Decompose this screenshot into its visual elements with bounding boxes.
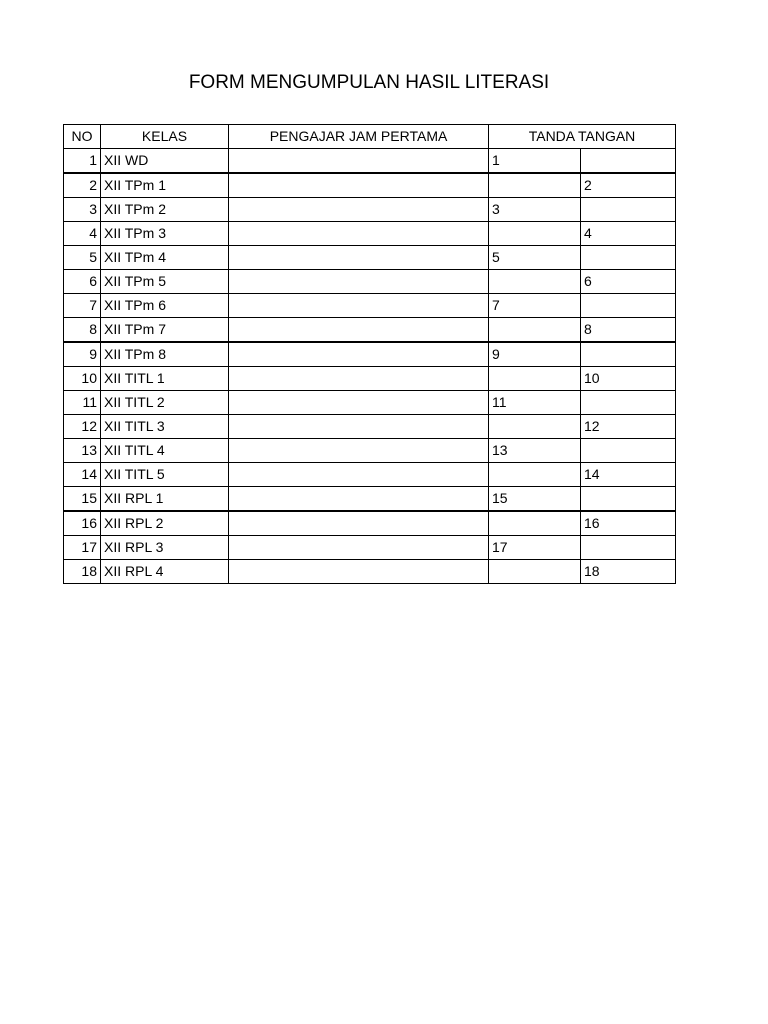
- header-tanda-tangan: TANDA TANGAN: [489, 125, 676, 149]
- table-row: [64, 246, 676, 270]
- row-number: 3: [64, 198, 101, 222]
- signature-cell-left[interactable]: [489, 270, 581, 294]
- signature-cell-right[interactable]: [581, 536, 676, 560]
- signature-cell-left[interactable]: 17: [489, 536, 581, 560]
- table-row: [64, 391, 676, 415]
- signature-cell-right[interactable]: 18: [581, 560, 676, 584]
- teacher-cell[interactable]: [229, 198, 489, 222]
- table-row: [64, 560, 676, 584]
- header-pengajar: PENGAJAR JAM PERTAMA: [229, 125, 489, 149]
- signature-cell-right[interactable]: [581, 487, 676, 512]
- row-number: 2: [64, 173, 101, 198]
- table-row: [64, 198, 676, 222]
- signature-cell-right[interactable]: 16: [581, 511, 676, 536]
- row-number: 18: [64, 560, 101, 584]
- row-number: 5: [64, 246, 101, 270]
- signature-cell-left[interactable]: [489, 222, 581, 246]
- signature-cell-left[interactable]: [489, 367, 581, 391]
- row-number: 6: [64, 270, 101, 294]
- class-name: XII RPL 4: [101, 560, 229, 584]
- teacher-cell[interactable]: [229, 511, 489, 536]
- signature-cell-left[interactable]: [489, 173, 581, 198]
- teacher-cell[interactable]: [229, 222, 489, 246]
- signature-cell-right[interactable]: [581, 391, 676, 415]
- signature-cell-left[interactable]: [489, 511, 581, 536]
- signature-cell-left[interactable]: 9: [489, 342, 581, 367]
- teacher-cell[interactable]: [229, 536, 489, 560]
- table-header-row: [64, 125, 676, 149]
- signature-cell-right[interactable]: [581, 198, 676, 222]
- class-name: XII TPm 5: [101, 270, 229, 294]
- teacher-cell[interactable]: [229, 439, 489, 463]
- teacher-cell[interactable]: [229, 318, 489, 343]
- signature-cell-right[interactable]: 2: [581, 173, 676, 198]
- literacy-form-table: [63, 124, 676, 584]
- class-name: XII TITL 2: [101, 391, 229, 415]
- teacher-cell[interactable]: [229, 463, 489, 487]
- table-row: [64, 342, 676, 367]
- row-number: 15: [64, 487, 101, 512]
- teacher-cell[interactable]: [229, 173, 489, 198]
- signature-cell-right[interactable]: [581, 439, 676, 463]
- class-name: XII TPm 7: [101, 318, 229, 343]
- class-name: XII TITL 1: [101, 367, 229, 391]
- form-title: FORM MENGUMPULAN HASIL LITERASI: [188, 72, 550, 93]
- signature-cell-left[interactable]: 3: [489, 198, 581, 222]
- table-row: [64, 294, 676, 318]
- table-row: [64, 270, 676, 294]
- signature-cell-left[interactable]: [489, 463, 581, 487]
- class-name: XII TPm 3: [101, 222, 229, 246]
- teacher-cell[interactable]: [229, 270, 489, 294]
- signature-cell-left[interactable]: [489, 318, 581, 343]
- teacher-cell[interactable]: [229, 391, 489, 415]
- class-name: XII TPm 4: [101, 246, 229, 270]
- teacher-cell[interactable]: [229, 246, 489, 270]
- teacher-cell[interactable]: [229, 149, 489, 174]
- signature-cell-right[interactable]: [581, 294, 676, 318]
- row-number: 12: [64, 415, 101, 439]
- class-name: XII RPL 1: [101, 487, 229, 512]
- class-name: XII TITL 3: [101, 415, 229, 439]
- teacher-cell[interactable]: [229, 487, 489, 512]
- table-row: [64, 415, 676, 439]
- signature-cell-right[interactable]: [581, 246, 676, 270]
- row-number: 14: [64, 463, 101, 487]
- table-row: [64, 487, 676, 512]
- signature-cell-left[interactable]: 15: [489, 487, 581, 512]
- signature-cell-left[interactable]: 11: [489, 391, 581, 415]
- signature-cell-left[interactable]: 13: [489, 439, 581, 463]
- row-number: 13: [64, 439, 101, 463]
- table-row: [64, 439, 676, 463]
- class-name: XII TPm 1: [101, 173, 229, 198]
- class-name: XII WD: [101, 149, 229, 174]
- class-name: XII TPm 2: [101, 198, 229, 222]
- class-name: XII RPL 2: [101, 511, 229, 536]
- table-body: [64, 149, 676, 584]
- table-row: [64, 367, 676, 391]
- row-number: 7: [64, 294, 101, 318]
- row-number: 1: [64, 149, 101, 174]
- signature-cell-right[interactable]: 10: [581, 367, 676, 391]
- class-name: XII RPL 3: [101, 536, 229, 560]
- teacher-cell[interactable]: [229, 367, 489, 391]
- teacher-cell[interactable]: [229, 342, 489, 367]
- table-row: [64, 149, 676, 174]
- header-no: NO: [64, 125, 101, 149]
- signature-cell-right[interactable]: 4: [581, 222, 676, 246]
- table-row: [64, 463, 676, 487]
- row-number: 4: [64, 222, 101, 246]
- signature-cell-right[interactable]: 12: [581, 415, 676, 439]
- signature-cell-right[interactable]: 8: [581, 318, 676, 343]
- teacher-cell[interactable]: [229, 560, 489, 584]
- row-number: 17: [64, 536, 101, 560]
- row-number: 8: [64, 318, 101, 343]
- signature-cell-left[interactable]: 5: [489, 246, 581, 270]
- signature-cell-right[interactable]: 14: [581, 463, 676, 487]
- signature-cell-left[interactable]: 7: [489, 294, 581, 318]
- class-name: XII TPm 6: [101, 294, 229, 318]
- teacher-cell[interactable]: [229, 415, 489, 439]
- row-number: 9: [64, 342, 101, 367]
- teacher-cell[interactable]: [229, 294, 489, 318]
- row-number: 16: [64, 511, 101, 536]
- signature-cell-right[interactable]: [581, 342, 676, 367]
- signature-cell-left[interactable]: 1: [489, 149, 581, 174]
- header-kelas: KELAS: [101, 125, 229, 149]
- signature-cell-right[interactable]: 6: [581, 270, 676, 294]
- signature-cell-right[interactable]: [581, 149, 676, 174]
- table-row: [64, 511, 676, 536]
- class-name: XII TPm 8: [101, 342, 229, 367]
- class-name: XII TITL 4: [101, 439, 229, 463]
- table-row: [64, 536, 676, 560]
- table-row: [64, 222, 676, 246]
- row-number: 10: [64, 367, 101, 391]
- table-row: [64, 173, 676, 198]
- signature-cell-left[interactable]: [489, 415, 581, 439]
- signature-cell-left[interactable]: [489, 560, 581, 584]
- row-number: 11: [64, 391, 101, 415]
- table-row: [64, 318, 676, 343]
- class-name: XII TITL 5: [101, 463, 229, 487]
